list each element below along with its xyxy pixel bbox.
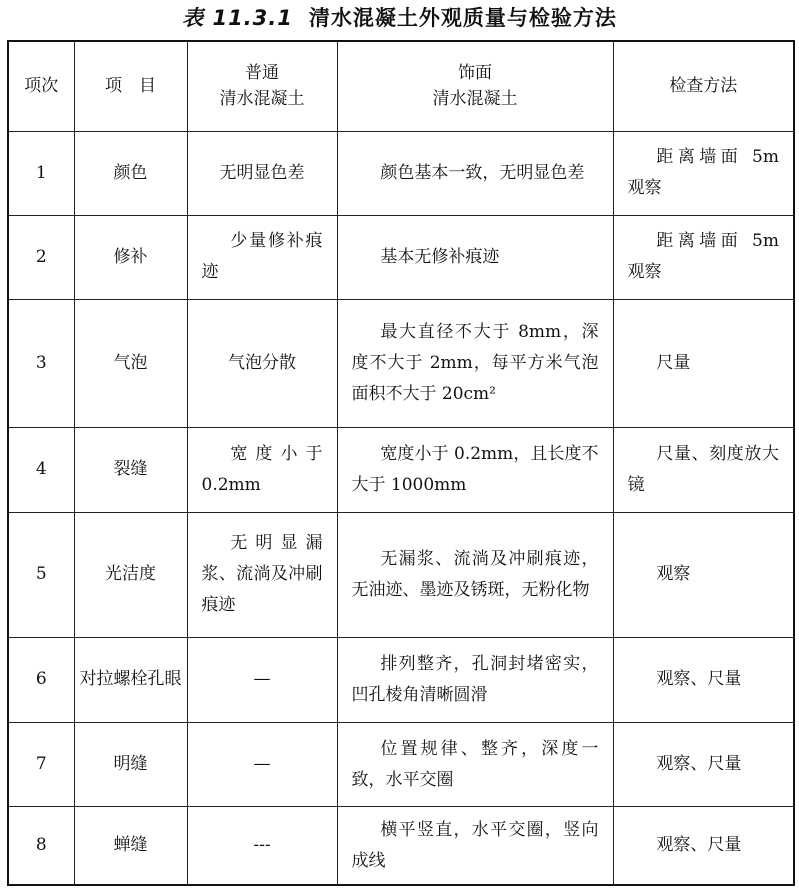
cell-decorative: 颜色基本一致，无明显色差: [337, 131, 613, 215]
cell-item: 对拉螺栓孔眼: [74, 637, 187, 722]
cell-method: 观察、尺量: [613, 723, 794, 807]
table-row: [8, 300, 794, 428]
header-decorative: [337, 41, 613, 131]
cell-method: 观察、尺量: [613, 637, 794, 722]
header-decorative-line1: 饰面: [458, 63, 492, 84]
cell-ordinary: ---: [187, 807, 337, 885]
table-number: 表 11.3.1: [182, 6, 293, 30]
cell-ordinary: 无明显色差: [187, 131, 337, 215]
table-row: [8, 723, 794, 807]
header-method: 检查方法: [613, 41, 794, 131]
table-row: [8, 428, 794, 512]
cell-decorative: 宽度小于 0.2mm，且长度不大于 1000mm: [337, 428, 613, 512]
cell-item: 颜色: [74, 131, 187, 215]
cell-method: 距离墙面 5m 观察: [613, 131, 794, 215]
cell-ordinary: 气泡分散: [187, 300, 337, 428]
cell-seq: 1: [8, 131, 74, 215]
cell-method: 尺量: [613, 300, 794, 428]
table-row: [8, 512, 794, 637]
header-item: 项 目: [74, 41, 187, 131]
cell-item: 光洁度: [74, 512, 187, 637]
cell-seq: 7: [8, 723, 74, 807]
cell-decorative: 排列整齐，孔洞封堵密实，凹孔棱角清晰圆滑: [337, 637, 613, 722]
header-row: [8, 41, 794, 131]
header-seq: 项次: [8, 41, 74, 131]
cell-seq: 3: [8, 300, 74, 428]
cell-decorative: 基本无修补痕迹: [337, 215, 613, 299]
cell-seq: 5: [8, 512, 74, 637]
cell-ordinary: 宽度小于 0.2mm: [187, 428, 337, 512]
cell-method: 尺量、刻度放大镜: [613, 428, 794, 512]
table-row: [8, 807, 794, 885]
table-caption: [0, 4, 799, 32]
cell-method: 观察、尺量: [613, 807, 794, 885]
cell-item: 裂缝: [74, 428, 187, 512]
header-ordinary-line2: 清水混凝土: [219, 89, 305, 110]
header-ordinary: [187, 41, 337, 131]
table-title: 清水混凝土外观质量与检验方法: [308, 6, 617, 30]
cell-seq: 4: [8, 428, 74, 512]
table-row: [8, 131, 794, 215]
cell-decorative: 位置规律、整齐，深度一致，水平交圈: [337, 723, 613, 807]
cell-ordinary: —: [187, 637, 337, 722]
cell-seq: 2: [8, 215, 74, 299]
table-row: [8, 215, 794, 299]
table-row: [8, 637, 794, 722]
header-ordinary-line1: 普通: [245, 63, 279, 84]
cell-decorative: 横平竖直，水平交圈，竖向成线: [337, 807, 613, 885]
cell-ordinary: 无明显漏浆、流淌及冲刷痕迹: [187, 512, 337, 637]
cell-decorative: 无漏浆、流淌及冲刷痕迹，无油迹、墨迹及锈斑，无粉化物: [337, 512, 613, 637]
cell-method: 距离墙面 5m 观察: [613, 215, 794, 299]
cell-item: 蝉缝: [74, 807, 187, 885]
cell-ordinary: 少量修补痕迹: [187, 215, 337, 299]
cell-method: 观察: [613, 512, 794, 637]
header-decorative-line2: 清水混凝土: [432, 89, 518, 110]
cell-seq: 6: [8, 637, 74, 722]
cell-ordinary: —: [187, 723, 337, 807]
cell-decorative: 最大直径不大于 8mm，深度不大于 2mm，每平方米气泡面积不大于 20cm²: [337, 300, 613, 428]
cell-item: 明缝: [74, 723, 187, 807]
cell-seq: 8: [8, 807, 74, 885]
cell-item: 修补: [74, 215, 187, 299]
cell-item: 气泡: [74, 300, 187, 428]
quality-table: [7, 40, 795, 886]
